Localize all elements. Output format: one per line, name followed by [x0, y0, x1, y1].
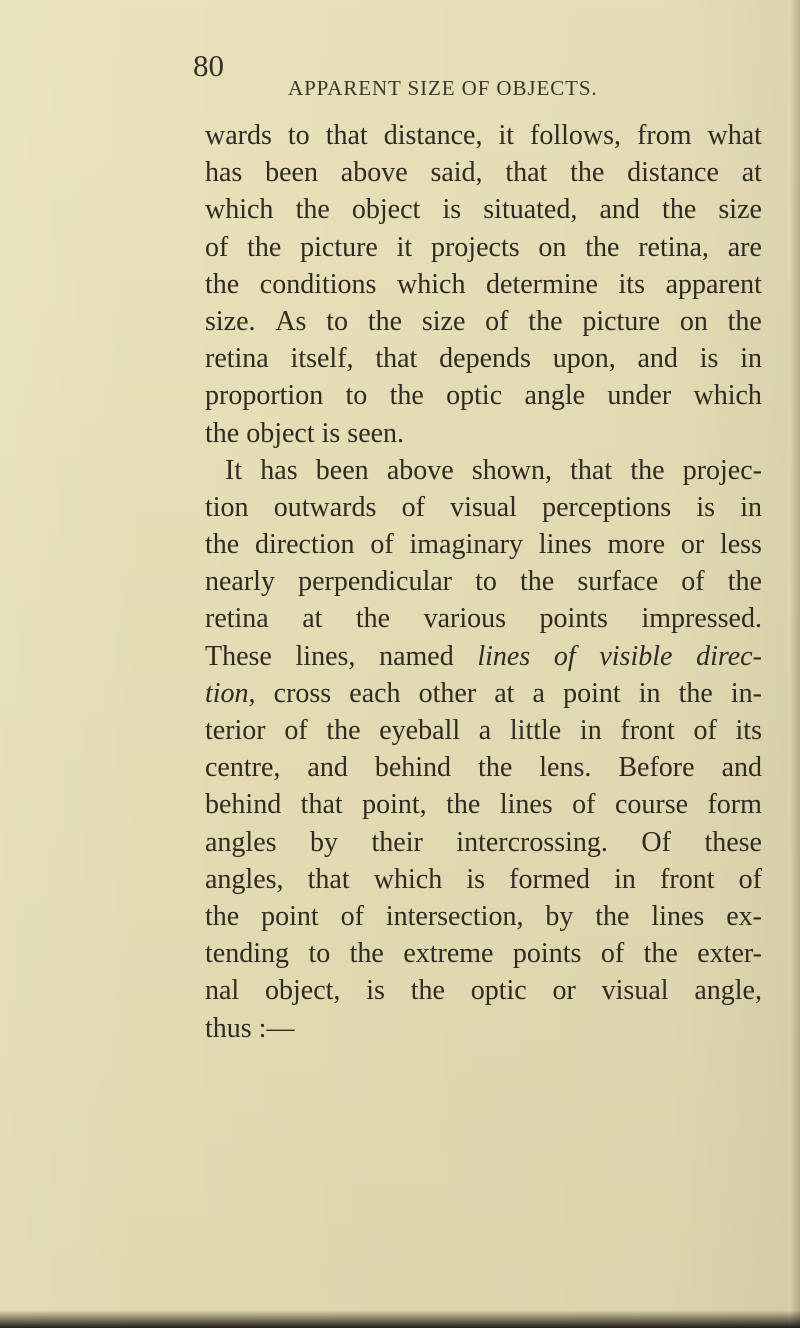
text-line [205, 861, 762, 898]
word: the [389, 380, 424, 412]
word: above [386, 454, 454, 486]
word: little [509, 715, 562, 746]
word: tion [205, 491, 249, 523]
word: the [528, 305, 563, 337]
word: behind [374, 752, 452, 784]
text-line [205, 824, 762, 861]
word: to [475, 566, 497, 598]
word: form [707, 789, 762, 821]
text-line [205, 415, 762, 452]
word: of [401, 491, 425, 523]
word: course [614, 789, 689, 821]
word: what [707, 120, 762, 151]
word: extreme [403, 938, 494, 970]
word: in [740, 491, 762, 523]
italic-word: of [553, 640, 576, 672]
text-line [205, 303, 762, 340]
word: itself, [290, 343, 354, 375]
word: of [340, 900, 364, 932]
text-line [205, 154, 762, 191]
word: picture [582, 305, 661, 337]
word: the [595, 900, 630, 932]
italic-word: tion, [205, 677, 256, 709]
word: shown, [471, 454, 552, 486]
text-line [205, 452, 762, 489]
word: at [494, 677, 515, 709]
word: a [478, 715, 492, 746]
running-head [193, 50, 663, 104]
word: which [397, 268, 466, 300]
word: outwards [273, 491, 377, 523]
word: the [727, 566, 762, 598]
word: impressed. [641, 603, 762, 635]
text-line [205, 638, 762, 675]
word: on [538, 231, 567, 263]
word: to [326, 305, 349, 337]
word: the [410, 975, 445, 1007]
word: of [600, 938, 625, 970]
word: the [205, 900, 240, 932]
word: determine [486, 268, 598, 300]
word: and [307, 752, 348, 784]
word: As [275, 305, 307, 337]
word: are [727, 231, 762, 263]
text-line [205, 786, 762, 823]
word: on [679, 305, 708, 337]
word: in [638, 677, 661, 709]
word: the [205, 529, 240, 561]
word: to [345, 380, 368, 412]
word: the [662, 194, 697, 226]
word: size [718, 194, 762, 226]
word: by [310, 826, 339, 858]
word: the [295, 194, 330, 226]
word: has [205, 157, 243, 189]
word: of [572, 789, 596, 821]
text-line [205, 117, 762, 154]
page-number: 80 [193, 48, 224, 83]
text-line [205, 1010, 762, 1047]
word: it [396, 231, 413, 263]
word: front [660, 863, 715, 895]
word: is [442, 194, 462, 226]
word: retina [205, 343, 269, 375]
word: angles [205, 826, 277, 858]
word: nal [205, 975, 240, 1007]
word: which [693, 380, 762, 412]
word: angle [524, 380, 586, 412]
word: projects [430, 231, 520, 263]
word: by [545, 900, 574, 932]
word: eyeball [379, 715, 461, 746]
word: their [371, 826, 423, 858]
word: upon, [552, 343, 616, 375]
word: lines [651, 900, 705, 932]
word: that [307, 863, 350, 895]
word: from [637, 120, 692, 151]
word: of [738, 863, 762, 895]
word: or [552, 975, 576, 1007]
word: object, [265, 975, 341, 1007]
word: point, [362, 789, 427, 821]
word: situated, [483, 194, 578, 226]
word: that [300, 789, 343, 821]
word: the [678, 677, 713, 709]
word: ex- [726, 900, 762, 932]
italic-word: visible [599, 640, 673, 672]
word: that [570, 454, 613, 486]
word: lines [499, 789, 553, 821]
word: cross [273, 677, 332, 709]
word: is [466, 863, 486, 895]
word: its [618, 268, 645, 300]
word: the [643, 938, 678, 970]
word: size. [205, 305, 256, 337]
word: point [563, 677, 621, 709]
word: centre, [205, 752, 281, 784]
word: apparent [665, 268, 762, 300]
word: of [681, 566, 705, 598]
body-text [205, 117, 762, 1047]
word: Before [618, 752, 695, 784]
word: each [349, 677, 401, 709]
word: has [260, 454, 298, 486]
word: its [735, 715, 762, 746]
word: optic [470, 975, 527, 1007]
word: or [680, 529, 705, 561]
word: conditions [259, 268, 377, 300]
word: the [349, 938, 384, 970]
word: tending [205, 938, 289, 970]
word: follows, [530, 120, 622, 151]
word: and [721, 752, 762, 784]
text-line [205, 266, 762, 303]
word: the [247, 231, 282, 263]
word: It [225, 454, 243, 486]
text-line [205, 229, 762, 266]
word: is [696, 491, 716, 523]
word: a [532, 677, 545, 709]
word: intersection, [385, 900, 524, 932]
word: of [205, 231, 229, 263]
word: points [512, 938, 582, 970]
word: nearly [205, 566, 275, 598]
word: the object is seen. [205, 417, 405, 449]
word: angle, [694, 975, 762, 1007]
word: the [630, 454, 665, 486]
word: that [375, 343, 418, 375]
word: of [693, 715, 717, 746]
running-title: APPARENT SIZE OF OBJECTS. [288, 76, 598, 100]
word: distance [627, 157, 719, 189]
word: is [699, 343, 719, 375]
word: to [308, 938, 331, 970]
word: intercrossing. [456, 826, 608, 858]
word: is [366, 975, 385, 1007]
word: that [325, 120, 368, 151]
word: distance, [383, 120, 483, 151]
page-bottom-edge [0, 1310, 800, 1328]
word: imaginary [409, 529, 523, 561]
word: retina, [638, 231, 709, 263]
word: in [579, 715, 602, 746]
word: surface [577, 566, 659, 598]
word: been [265, 157, 318, 189]
word: the [570, 157, 605, 189]
text-line [205, 489, 762, 526]
word: the [367, 305, 403, 337]
italic-word: lines [477, 640, 531, 672]
text-line [205, 972, 762, 1009]
word: terior [205, 715, 266, 746]
text-line [205, 340, 762, 377]
word: the [205, 268, 240, 300]
word: point [261, 900, 319, 932]
text-line [205, 191, 762, 228]
word: the [326, 715, 361, 746]
word: perpendicular [298, 566, 452, 598]
page-right-edge [788, 0, 800, 1328]
word: wards [205, 120, 272, 151]
word: of [485, 305, 509, 337]
word: which [205, 194, 274, 226]
word: visual [450, 491, 517, 523]
text-line [205, 712, 762, 749]
word: lines [538, 529, 592, 561]
word: Of [641, 826, 671, 858]
word: been [315, 454, 369, 486]
word: the [355, 603, 391, 635]
text-line [205, 563, 762, 600]
word: and [637, 343, 678, 375]
word: these [704, 826, 762, 858]
word: said, [430, 157, 483, 189]
text-line [205, 377, 762, 414]
word: angles, [205, 863, 284, 895]
text-line [205, 600, 762, 637]
word: which [373, 863, 443, 895]
word: perceptions [542, 491, 672, 523]
word: optic [446, 380, 503, 412]
word: of [370, 529, 394, 561]
word: above [340, 157, 408, 189]
word: in [740, 343, 762, 375]
text-line [205, 898, 762, 935]
text-line [205, 935, 762, 972]
word: These [205, 640, 272, 672]
word: the [585, 231, 620, 263]
word: object [351, 194, 421, 226]
word: at [302, 603, 323, 635]
word: projec- [682, 454, 762, 486]
word: front [620, 715, 675, 746]
text-line [205, 526, 762, 563]
word: depends [439, 343, 531, 375]
italic-word: direc- [696, 640, 762, 672]
text-line [205, 675, 762, 712]
word: the [520, 566, 555, 598]
word: direction [255, 529, 355, 561]
word: exter- [697, 938, 762, 970]
word: retina [205, 603, 269, 635]
word: named [379, 640, 454, 672]
word: other [418, 677, 477, 709]
word: less [719, 529, 762, 561]
word: it [498, 120, 515, 151]
word: that [505, 157, 548, 189]
word: of [284, 715, 308, 746]
word: size [421, 305, 466, 337]
word: proportion [205, 380, 324, 412]
word: thus :— [205, 1012, 295, 1044]
text-line [205, 749, 762, 786]
word: the [727, 305, 762, 337]
word: visual [601, 975, 669, 1007]
word: lens. [539, 752, 592, 784]
word: the [478, 752, 513, 784]
word: in [614, 863, 636, 895]
word: to [287, 120, 310, 151]
word: behind [205, 789, 282, 821]
word: picture [300, 231, 378, 263]
word: various [423, 603, 507, 635]
word: the [446, 789, 481, 821]
word: at [741, 157, 762, 189]
word: formed [509, 863, 591, 895]
word: more [607, 529, 666, 561]
word: in- [730, 677, 762, 709]
word: lines, [295, 640, 356, 672]
word: and [599, 194, 640, 226]
word: under [607, 380, 672, 412]
word: points [539, 603, 608, 635]
